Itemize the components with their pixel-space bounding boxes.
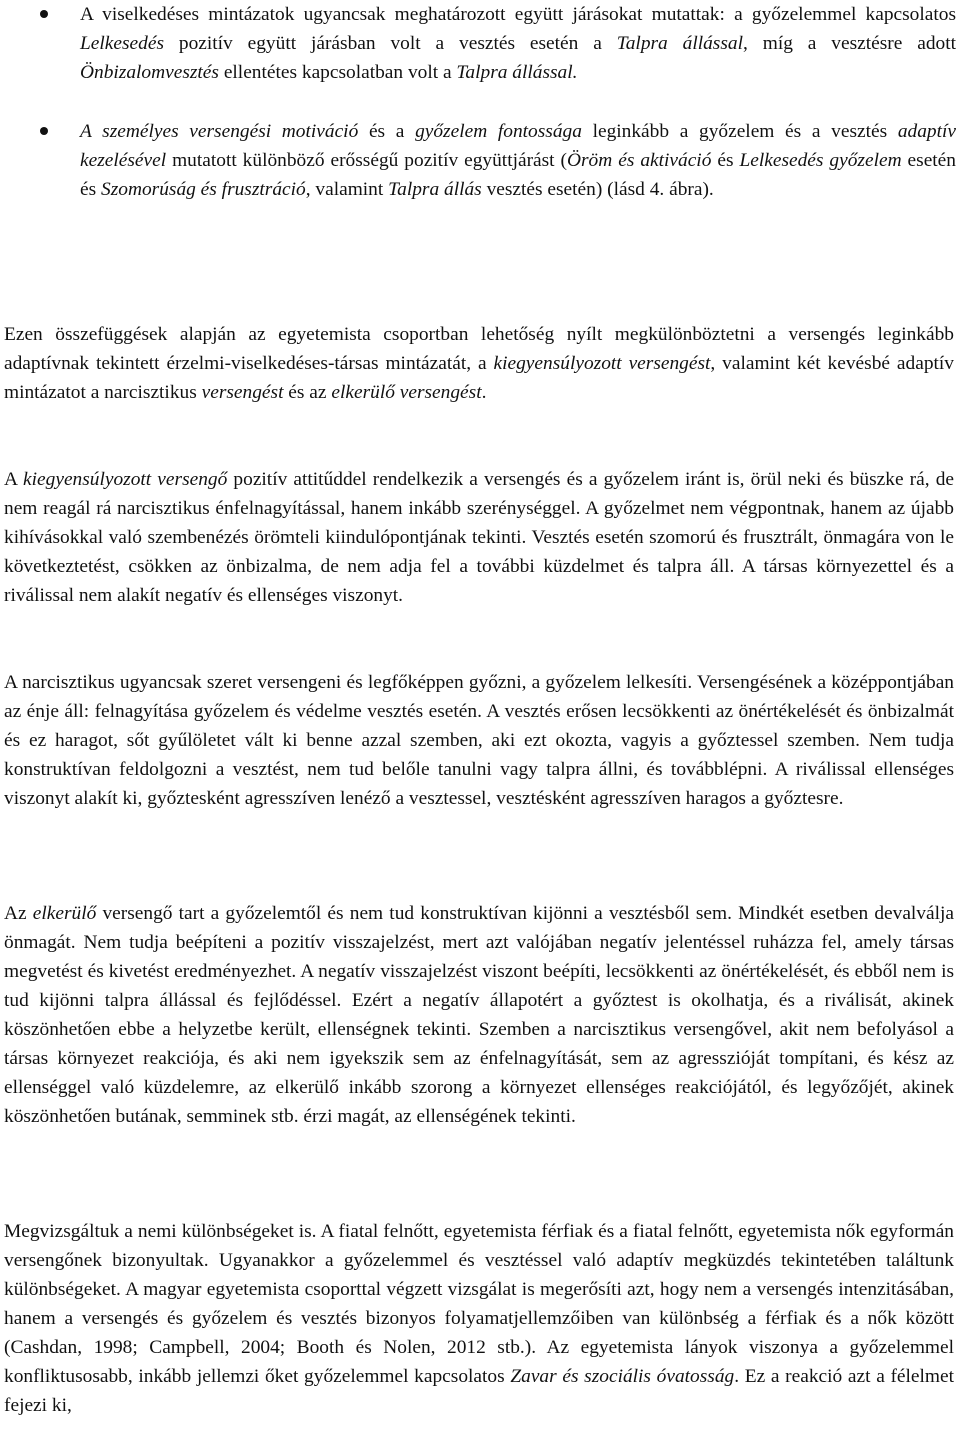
text-run: pozitív attitűddel rendelkezik a versengés és a győzelem iránt is, örül neki és büszke rá, de nem reagál rá narcisztikus énfelnagyítással, hanem inkább szerénységgel. A győzelmet nem végpontnak, hanem az újabb kihívásokkal való szembenézés örömteli kiindulópontjának tekinti. Vesztés esetén szomorú és frusztrált, önmagára von le következtetést, csökken az önbizalma, de nem adja fel a további küzdelmet és talpra áll. A társas környezettel és a riválissal nem alakít negatív és ellenséges viszonyt.: [4, 469, 954, 606]
italic-text: Öröm és aktiváció: [567, 150, 712, 171]
text-run: . Ez a reakció azt a félelmet fejezi ki,: [4, 1366, 954, 1416]
text-run: , valamint: [305, 179, 389, 200]
paragraph: [4, 320, 954, 407]
text-run: esetén és: [80, 150, 956, 200]
bullet-item: [0, 117, 960, 204]
bullet-list: [0, 0, 960, 204]
bullet-text: [80, 117, 956, 204]
paragraph: [4, 899, 954, 1131]
text-run: és a: [358, 121, 416, 142]
text-run: vesztés esetén) (lásd 4. ábra).: [481, 179, 714, 200]
italic-text: Talpra állással.: [456, 62, 578, 83]
paragraph: [4, 465, 954, 610]
text-run: és: [711, 150, 740, 171]
italic-text: kiegyensúlyozott versengő: [23, 469, 228, 490]
italic-text: Talpra állással: [616, 33, 743, 54]
italic-text: Szomorúság és frusztráció: [101, 179, 306, 200]
text-run: , míg a vesztésre adott: [743, 33, 957, 54]
italic-text: Önbizalomvesztés: [80, 62, 219, 83]
bullet-dot-icon: [40, 10, 48, 18]
text-run: pozitív együtt járásban volt a vesztés esetén a: [164, 33, 617, 54]
text-run: leginkább a győzelem és a vesztés: [581, 121, 898, 142]
paragraph: [4, 668, 954, 813]
bullet-item: [0, 0, 960, 87]
italic-text: elkerülő: [32, 903, 97, 924]
italic-text: Talpra állás: [388, 179, 482, 200]
italic-text: kiegyensúlyozott versengést: [493, 353, 711, 374]
text-run: .: [481, 382, 487, 403]
text-run: A viselkedéses mintázatok ugyancsak meghatározott együtt járásokat mutattak: a győzelemmel kapcsolatos: [80, 4, 956, 25]
text-run: , valamint két kevésbé adaptív mintázatot a narcisztikus: [4, 353, 954, 403]
text-run: Ezen összefüggések alapján az egyetemista csoportban lehetőség nyílt megkülönböztetni a versengés leginkább adaptívnak tekintett érzelmi-viselkedéses-társas mintázatát, a: [4, 324, 954, 374]
text-run: Megvizsgáltuk a nemi különbségeket is. A fiatal felnőtt, egyetemista férfiak és a fiatal felnőtt, egyetemista nők egyformán versengőnek bizonyultak. Ugyanakkor a győzelemmel és vesztéssel való adaptív megküzdés tekintetében találtunk különbségeket. A magyar egyetemista csoporttal végzett vizsgálat is megerősíti azt, hogy nem a versengés intenzitásában, hanem a versengés és győzelem és vesztés bizonyos folyamatjellemzőiben van különbség a férfiak és a nők között (Cashdan, 1998; Campbell, 2004; Booth és Nolen, 2012 stb.). Az egyetemista lányok viszonya a győzelemmel konfliktusosabb, inkább jellemzi őket győzelemmel kapcsolatos: [4, 1221, 954, 1387]
italic-text: Zavar és szociális óvatosság: [510, 1366, 735, 1387]
italic-text: adaptív kezelésével: [80, 121, 956, 171]
bullet-text: [80, 0, 956, 87]
italic-text: elkerülő versengést: [331, 382, 482, 403]
text-run: A narcisztikus ugyancsak szeret versengeni és legfőképpen győzni, a győzelem lelkesíti. Versengésének a középpontjában az énje áll: felnagyítása győzelem és védelme vesztés esetén. A vesztés erősen lecsökkenti az önértékelését és önbizalmát és ez haragot, sőt gyűlöletet vált ki benne azzal szemben, aki ezt okozta, vagyis a győztessel szemben. Nem tudja konstruktívan feldolgozni a vesztést, nem tud belőle tanulni vagy talpra állni, és továbblépni. A riválissal ellenséges viszonyt alakít ki, győztesként agresszíven lenéző a vesztessel, vesztésként agresszíven haragos a győztesre.: [4, 672, 954, 809]
text-run: versengő tart a győzelemtől és nem tud konstruktívan kijönni a vesztésből sem. Mindkét esetben devalválja önmagát. Nem tudja beépíteni a pozitív visszajelzést, mert azt valójában negatív jelentéssel ruházza fel, amely társas megvetést és kivetést eredményezhet. A negatív visszajelzést viszont beépíti, lecsökkenti az önértékelését, és ebből nem is tud kijönni talpra állással és fejlődéssel. Ezért a negatív állapotért a győztest is okolhatja, és a riválisát, akinek köszönhetően ebbe a helyzetbe került, ellenségnek tekinti. Szemben a narcisztikus versengővel, akit nem befolyásol a társas környezet reakciója, és aki nem igyekszik sem az énfelnagyítását, sem az agresszióját tompítani, és kész az ellenséggel való küzdelemre, az elkerülő inkább szorong a környezet ellenséges reakciójától, és legyőzőjét, akinek köszönhetően butának, semminek stb. érzi magát, az ellenségének tekinti.: [4, 903, 954, 1127]
bullet-dot-icon: [40, 127, 48, 135]
italic-text: győzelem fontossága: [415, 121, 582, 142]
text-run: Az: [4, 903, 33, 924]
text-run: A: [4, 469, 24, 490]
italic-text: Lelkesedés győzelem: [739, 150, 902, 171]
italic-text: Lelkesedés: [80, 33, 164, 54]
italic-text: A személyes versengési motiváció: [80, 121, 359, 142]
italic-text: versengést: [201, 382, 284, 403]
text-run: és az: [283, 382, 332, 403]
paragraph: [4, 1217, 954, 1420]
text-run: mutatott különböző erősségű pozitív együttjárást (: [166, 150, 567, 171]
text-run: ellentétes kapcsolatban volt a: [218, 62, 457, 83]
